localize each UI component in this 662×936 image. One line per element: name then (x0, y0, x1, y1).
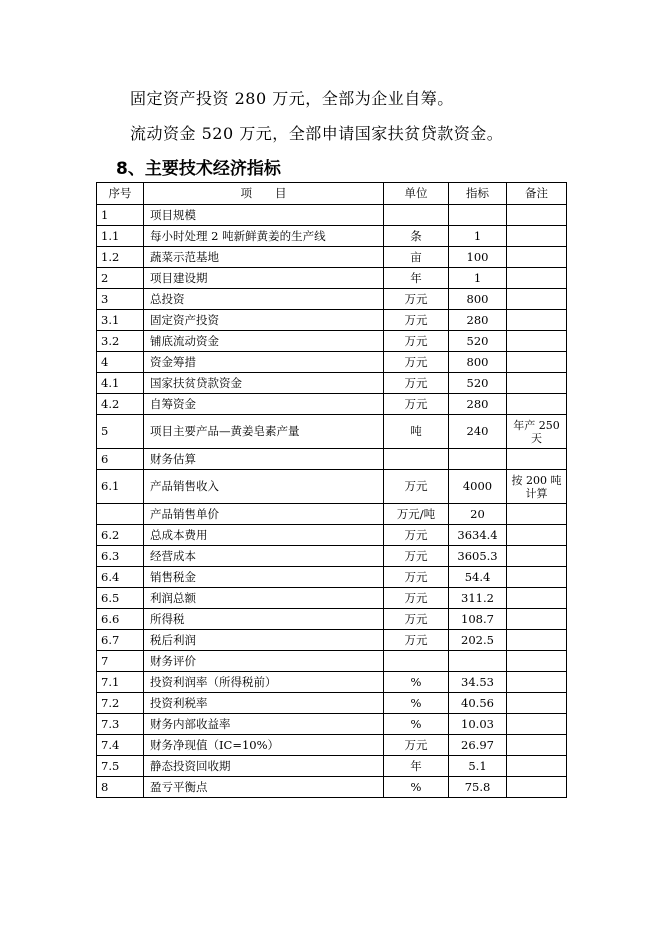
row-number: 7 (97, 651, 144, 672)
row-unit: 万元 (384, 525, 449, 546)
row-value: 108.7 (449, 609, 507, 630)
row-value: 3634.4 (449, 525, 507, 546)
row-number (97, 504, 144, 525)
row-unit: 亩 (384, 247, 449, 268)
row-item: 产品销售单价 (144, 504, 384, 525)
table-row (97, 331, 567, 352)
row-note (507, 268, 567, 289)
table-row (97, 268, 567, 289)
row-number: 1.1 (97, 226, 144, 247)
row-number: 7.2 (97, 693, 144, 714)
row-note (507, 693, 567, 714)
row-number: 1.2 (97, 247, 144, 268)
row-unit: 万元 (384, 373, 449, 394)
row-item: 蔬菜示范基地 (144, 247, 384, 268)
table-row (97, 394, 567, 415)
row-note (507, 226, 567, 247)
row-value: 240 (449, 415, 507, 449)
row-number: 6.6 (97, 609, 144, 630)
row-number: 6.3 (97, 546, 144, 567)
table-row (97, 588, 567, 609)
row-note (507, 630, 567, 651)
table-row (97, 415, 567, 449)
table-row (97, 546, 567, 567)
table-header-row (97, 183, 567, 205)
row-item: 财务净现值（IC=10%） (144, 735, 384, 756)
row-note (507, 504, 567, 525)
table-row (97, 567, 567, 588)
row-note (507, 567, 567, 588)
header-note: 备注 (507, 183, 567, 205)
paragraph-fixed-assets: 固定资产投资 280 万元，全部为企业自筹。 (130, 89, 454, 108)
row-number: 2 (97, 268, 144, 289)
row-number: 7.1 (97, 672, 144, 693)
row-number: 4.2 (97, 394, 144, 415)
row-value: 800 (449, 289, 507, 310)
row-note (507, 651, 567, 672)
table-row (97, 310, 567, 331)
table-row (97, 470, 567, 504)
table-row (97, 247, 567, 268)
row-value: 280 (449, 310, 507, 331)
header-item: 项 目 (144, 183, 384, 205)
row-item: 财务估算 (144, 449, 384, 470)
row-note (507, 714, 567, 735)
row-number: 4 (97, 352, 144, 373)
row-unit: 吨 (384, 415, 449, 449)
row-number: 6.7 (97, 630, 144, 651)
row-item: 静态投资回收期 (144, 756, 384, 777)
row-number: 3.1 (97, 310, 144, 331)
row-number: 6.1 (97, 470, 144, 504)
row-item: 固定资产投资 (144, 310, 384, 331)
row-note (507, 352, 567, 373)
row-item: 利润总额 (144, 588, 384, 609)
row-unit: 年 (384, 268, 449, 289)
row-value: 520 (449, 373, 507, 394)
row-unit: 万元 (384, 331, 449, 352)
row-value: 75.8 (449, 777, 507, 798)
header-value: 指标 (449, 183, 507, 205)
row-unit: 万元 (384, 567, 449, 588)
row-value: 3605.3 (449, 546, 507, 567)
row-item: 销售税金 (144, 567, 384, 588)
table-row (97, 714, 567, 735)
row-unit: % (384, 672, 449, 693)
table-row (97, 735, 567, 756)
row-unit (384, 205, 449, 226)
row-note (507, 205, 567, 226)
row-number: 5 (97, 415, 144, 449)
row-unit: 年 (384, 756, 449, 777)
table-row (97, 609, 567, 630)
row-note (507, 609, 567, 630)
row-note (507, 672, 567, 693)
table-row (97, 205, 567, 226)
row-number: 4.1 (97, 373, 144, 394)
row-item: 资金筹措 (144, 352, 384, 373)
table-row (97, 630, 567, 651)
row-unit: 万元 (384, 310, 449, 331)
row-unit: 万元 (384, 609, 449, 630)
row-note (507, 735, 567, 756)
row-item: 每小时处理 2 吨新鲜黄姜的生产线 (144, 226, 384, 247)
table-row (97, 672, 567, 693)
row-value: 800 (449, 352, 507, 373)
header-unit: 单位 (384, 183, 449, 205)
row-unit: 万元 (384, 546, 449, 567)
paragraph-working-capital: 流动资金 520 万元，全部申请国家扶贫贷款资金。 (130, 124, 504, 143)
row-unit: 万元 (384, 289, 449, 310)
row-note (507, 289, 567, 310)
row-note (507, 756, 567, 777)
row-unit (384, 651, 449, 672)
row-unit (384, 449, 449, 470)
row-number: 7.4 (97, 735, 144, 756)
row-unit: 万元 (384, 735, 449, 756)
table-row (97, 352, 567, 373)
row-value: 202.5 (449, 630, 507, 651)
row-note: 按 200 吨计算 (507, 470, 567, 504)
row-value: 1 (449, 268, 507, 289)
row-item: 投资利润率（所得税前） (144, 672, 384, 693)
row-value: 10.03 (449, 714, 507, 735)
row-item: 投资利税率 (144, 693, 384, 714)
table-row (97, 226, 567, 247)
row-note (507, 373, 567, 394)
row-value: 20 (449, 504, 507, 525)
row-note (507, 331, 567, 352)
table-row (97, 449, 567, 470)
row-note (507, 310, 567, 331)
row-note (507, 777, 567, 798)
row-item: 项目规模 (144, 205, 384, 226)
row-unit: % (384, 714, 449, 735)
row-unit: 万元 (384, 630, 449, 651)
row-number: 6.2 (97, 525, 144, 546)
row-value: 34.53 (449, 672, 507, 693)
row-unit: 条 (384, 226, 449, 247)
row-value: 4000 (449, 470, 507, 504)
table-row (97, 373, 567, 394)
row-item: 税后利润 (144, 630, 384, 651)
row-unit: % (384, 693, 449, 714)
table-row (97, 525, 567, 546)
table-row (97, 756, 567, 777)
row-item: 国家扶贫贷款资金 (144, 373, 384, 394)
row-unit: 万元 (384, 394, 449, 415)
row-number: 6 (97, 449, 144, 470)
row-value: 1 (449, 226, 507, 247)
row-item: 产品销售收入 (144, 470, 384, 504)
header-no: 序号 (97, 183, 144, 205)
table-body (97, 205, 567, 798)
row-note: 年产 250 天 (507, 415, 567, 449)
table-row (97, 289, 567, 310)
row-value (449, 205, 507, 226)
row-value (449, 449, 507, 470)
table-row (97, 777, 567, 798)
row-note (507, 394, 567, 415)
row-unit: 万元 (384, 470, 449, 504)
row-item: 自筹资金 (144, 394, 384, 415)
row-note (507, 247, 567, 268)
row-item: 项目主要产品—黄姜皂素产量 (144, 415, 384, 449)
row-number: 3 (97, 289, 144, 310)
row-item: 经营成本 (144, 546, 384, 567)
row-unit: % (384, 777, 449, 798)
row-value: 280 (449, 394, 507, 415)
row-value (449, 651, 507, 672)
table-row (97, 504, 567, 525)
row-item: 财务评价 (144, 651, 384, 672)
row-unit: 万元 (384, 588, 449, 609)
row-item: 项目建设期 (144, 268, 384, 289)
row-number: 3.2 (97, 331, 144, 352)
row-item: 总成本费用 (144, 525, 384, 546)
row-value: 54.4 (449, 567, 507, 588)
row-item: 所得税 (144, 609, 384, 630)
indicators-table (96, 182, 567, 798)
row-note (507, 449, 567, 470)
row-number: 7.5 (97, 756, 144, 777)
section-heading: 8、主要技术经济指标 (116, 159, 281, 179)
row-item: 总投资 (144, 289, 384, 310)
table-row (97, 693, 567, 714)
row-value: 520 (449, 331, 507, 352)
row-note (507, 546, 567, 567)
row-note (507, 525, 567, 546)
row-item: 财务内部收益率 (144, 714, 384, 735)
row-value: 40.56 (449, 693, 507, 714)
row-note (507, 588, 567, 609)
row-unit: 万元/吨 (384, 504, 449, 525)
row-value: 311.2 (449, 588, 507, 609)
row-unit: 万元 (384, 352, 449, 373)
row-item: 铺底流动资金 (144, 331, 384, 352)
table-row (97, 651, 567, 672)
row-number: 6.4 (97, 567, 144, 588)
row-number: 7.3 (97, 714, 144, 735)
row-item: 盈亏平衡点 (144, 777, 384, 798)
row-value: 100 (449, 247, 507, 268)
row-number: 8 (97, 777, 144, 798)
row-number: 1 (97, 205, 144, 226)
row-value: 5.1 (449, 756, 507, 777)
row-number: 6.5 (97, 588, 144, 609)
row-value: 26.97 (449, 735, 507, 756)
